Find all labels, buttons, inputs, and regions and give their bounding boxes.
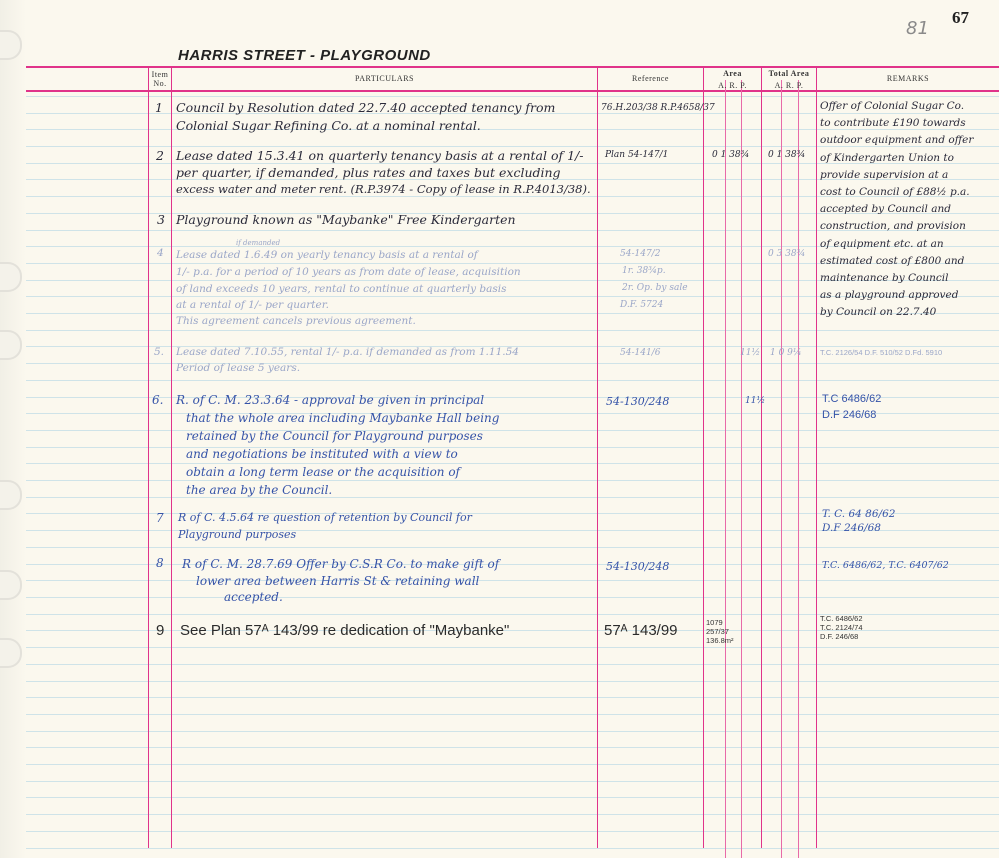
entry-line: retained by the Council for Playground purposes <box>186 429 483 443</box>
total-area-value: 0 3 38¾ <box>768 249 806 259</box>
col-line-total-r <box>781 80 782 858</box>
page-title: HARRIS STREET - PLAYGROUND <box>178 47 431 64</box>
item-number: 7 <box>156 511 164 525</box>
remark: T. C. 64 86/62 <box>822 508 896 520</box>
reference: 76.H.203/38 R.P.4658/37 <box>601 103 715 113</box>
remark: D.F 246/68 <box>822 522 881 534</box>
remarks-note-line: cost to Council of £88½ p.a. <box>820 186 970 198</box>
header-item-no: No. <box>153 79 167 88</box>
item-number: 2 <box>156 148 164 163</box>
remarks-note-line: maintenance by Council <box>820 272 949 284</box>
item-number: 3 <box>157 212 165 227</box>
header-total-area: Total Area <box>768 69 810 78</box>
entry-line: and negotiations be instituted with a view to <box>186 447 458 461</box>
col-line-area <box>703 66 704 848</box>
remarks-note-line: outdoor equipment and offer <box>820 134 974 147</box>
ruled-line <box>26 848 999 849</box>
area-value: 11½ <box>745 396 766 406</box>
col-line-remarks <box>816 66 817 848</box>
remark: T.C 6486/62 <box>822 393 882 405</box>
reference: 54-130/248 <box>606 560 670 573</box>
col-line-item <box>148 66 149 848</box>
remarks-note-line: estimated cost of £800 and <box>820 254 965 267</box>
item-number: 9 <box>156 622 165 639</box>
entry-line: R of C. 4.5.64 re question of retention by Council for <box>178 511 472 524</box>
col-line-total-area <box>761 66 762 848</box>
remarks-note-line: construction, and provision <box>820 220 966 233</box>
entry-line: that the whole area including Maybanke Hall being <box>186 411 500 425</box>
header-area: Area <box>723 69 742 78</box>
item-number: 6. <box>152 393 164 407</box>
col-line-area-p <box>741 80 742 858</box>
entry-line: Council by Resolution dated 22.7.40 accepted tenancy from <box>176 100 556 115</box>
reference: 54-141/6 <box>620 348 661 358</box>
header-particulars: PARTICULARS <box>355 74 414 83</box>
col-line-total-p <box>798 80 799 858</box>
entry-line: Playground known as "Maybanke" Free Kindergarten <box>176 212 516 227</box>
entry-line: Period of lease 5 years. <box>176 362 301 374</box>
area-value: 257/37 <box>706 627 729 636</box>
reference: 54-147/2 <box>620 249 661 259</box>
item-number: 5. <box>154 346 165 358</box>
header-reference: Reference <box>632 74 669 83</box>
reference: 54-130/248 <box>606 395 670 408</box>
reference: 57ᴬ 143/99 <box>604 622 678 639</box>
entry-line: obtain a long term lease or the acquisition of <box>186 465 460 479</box>
above-line-note: if demanded <box>236 239 281 247</box>
entry-line: per quarter, if demanded, plus rates and taxes but excluding <box>176 165 561 180</box>
col-line-area-r <box>725 80 726 858</box>
reference: 2r. Op. by sale <box>622 283 688 293</box>
entry-line: Lease dated 15.3.41 on quarterly tenancy basis at a rental of 1/- <box>176 148 584 163</box>
remarks-note-line: to contribute £190 towards <box>820 117 966 130</box>
remark: T.C. 6486/62, T.C. 6407/62 <box>822 560 949 571</box>
item-number: 1 <box>155 100 163 115</box>
area-value: 1079 <box>706 618 723 627</box>
remarks-note-line: as a playground approved <box>820 289 959 302</box>
entry-line: Lease dated 1.6.49 on yearly tenancy basis at a rental of <box>176 249 478 261</box>
col-line-particulars <box>171 66 172 848</box>
entry-line: at a rental of 1/- per quarter. <box>176 299 329 311</box>
page-number: 67 <box>952 8 969 27</box>
entry-line: accepted. <box>224 590 283 604</box>
entry-line: excess water and meter rent. (R.P.3974 - Copy of lease in R.P.4013/38). <box>176 182 591 196</box>
item-number: 8 <box>156 556 164 570</box>
pencil-page-number: 81 <box>906 18 929 39</box>
remark: D.F. 246/68 <box>820 632 859 641</box>
total-area-value: 1 0 9¼ <box>770 348 802 358</box>
remarks-note-line: by Council on 22.7.40 <box>820 306 937 319</box>
entry-line: lower area between Harris St & retaining wall <box>196 574 480 588</box>
entry-line: Playground purposes <box>178 528 297 541</box>
header-total-area-arp: A. R. P. <box>774 81 804 90</box>
remark: T.C. 6486/62 <box>820 614 863 623</box>
area-value: 0 1 38¾ <box>712 150 750 160</box>
remarks-note-line: Offer of Colonial Sugar Co. <box>820 100 965 112</box>
entry-line: See Plan 57ᴬ 143/99 re dedication of "Maybanke" <box>180 622 510 639</box>
reference: 1r. 38¾p. <box>622 266 666 276</box>
remarks-note-line: of Kindergarten Union to <box>820 151 954 164</box>
entry-line: Lease dated 7.10.55, rental 1/- p.a. if demanded as from 1.11.54 <box>176 346 519 358</box>
item-number: 4 <box>157 247 164 259</box>
entry-line: of land exceeds 10 years, rental to continue at quarterly basis <box>176 283 507 295</box>
header-area-arp: A. R. P. <box>718 81 747 90</box>
entry-line: Colonial Sugar Refining Co. at a nominal rental. <box>176 118 481 133</box>
header-remarks: REMARKS <box>886 74 930 83</box>
area-value: 136.8m² <box>706 636 734 645</box>
remarks-note-line: accepted by Council and <box>820 203 951 216</box>
remark: D.F 246/68 <box>822 409 877 421</box>
total-area-value: 0 1 38¾ <box>768 150 806 160</box>
area-value: 11½ <box>740 348 761 358</box>
entry-line: This agreement cancels previous agreement. <box>176 315 416 327</box>
col-line-reference <box>597 66 598 848</box>
remark: T.C. 2126/54 D.F. 510/52 D.Fd. 5910 <box>820 348 943 357</box>
remarks-note-line: provide supervision at a <box>820 168 949 181</box>
reference: D.F. 5724 <box>620 300 664 310</box>
remarks-note-line: of equipment etc. at an <box>820 237 944 250</box>
entry-line: 1/- p.a. for a period of 10 years as from date of lease, acquisition <box>176 266 521 278</box>
entry-line: R. of C. M. 23.3.64 - approval be given in principal <box>176 393 485 407</box>
header-item: Item <box>151 70 169 79</box>
entry-line: R of C. M. 28.7.69 Offer by C.S.R Co. to make gift of <box>182 557 500 571</box>
binding-margin <box>0 0 26 858</box>
remark: T.C. 2124/74 <box>820 623 863 632</box>
entry-line: the area by the Council. <box>186 483 333 497</box>
reference: Plan 54-147/1 <box>605 150 669 160</box>
